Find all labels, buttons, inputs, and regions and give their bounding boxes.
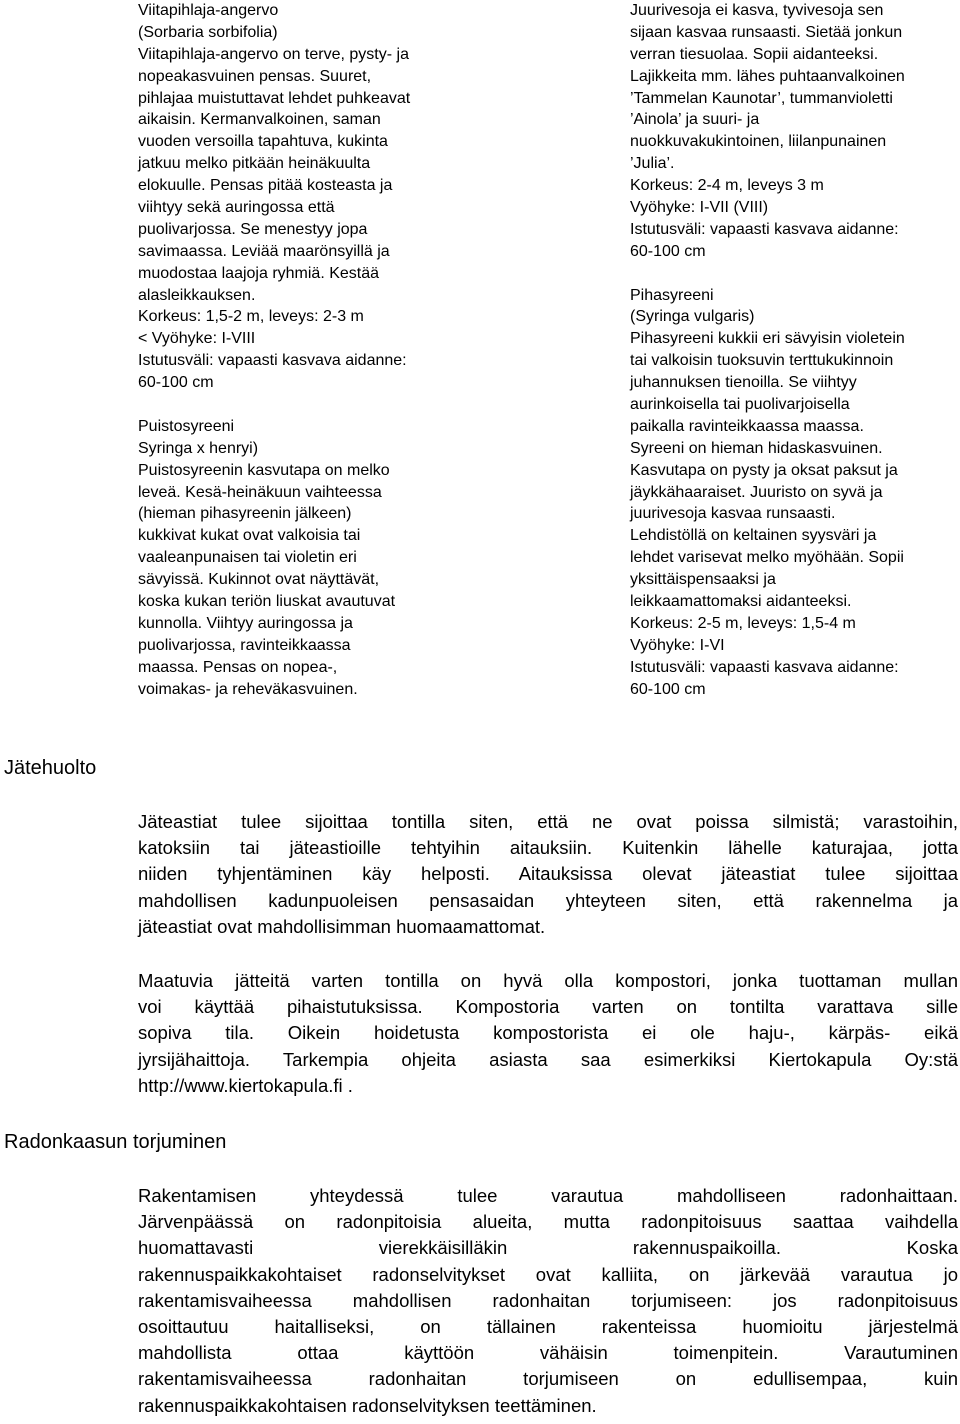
plant-left-line: Istutusväli: vapaasti kasvava aidanne:: [138, 352, 407, 370]
plant-left-line: sävyissä. Kukinnot ovat näyttävät,: [138, 571, 380, 589]
waste-paragraph-1-line: jäteastiat ovat mahdollisimman huomaamattomat.: [138, 915, 546, 937]
plant-left-line: Puistosyreeni: [138, 417, 235, 435]
plant-left-line: aikaisin. Kermanvalkoinen, saman: [138, 111, 381, 129]
radon-paragraph-1-line: rakentamisvaiheessa radonhaitan torjumiseen on edullisempaa, kuin: [138, 1368, 958, 1390]
plant-right-line: sijaan kasvaa runsaasti. Sietää jonkun: [630, 23, 903, 41]
plant-right-line: Lehdistöllä on keltainen syysväri ja: [630, 527, 877, 545]
plant-left-line: voimakas- ja reheväkasvuinen.: [138, 680, 358, 698]
plant-right-line: juhannuksen tienoilla. Se viihtyy: [630, 374, 857, 392]
plant-left-line: nopeakasvuinen pensas. Suuret,: [138, 67, 372, 85]
plant-right-line: leikkaamattomaksi aidanteeksi.: [630, 593, 852, 611]
plant-left-line: leveä. Kesä-heinäkuun vaihteessa: [138, 483, 382, 501]
plant-left-line: viihtyy sekä auringossa että: [138, 199, 335, 217]
waste-paragraph-2-line: jyrsijähaittoja. Tarkempia ohjeita asiasta saa esimerkiksi Kiertokapula Oy:stä: [138, 1048, 958, 1070]
section-heading-waste: Jätehuolto: [4, 757, 97, 779]
plant-right-line: juurivesoja kasvaa runsaasti.: [630, 505, 836, 523]
plant-right-line: ’Ainola’ ja suuri- ja: [630, 111, 760, 129]
plant-right-line: Kasvutapa on pysty ja oksat paksut ja: [630, 461, 898, 479]
plant-left-line: Viitapihlaja-angervo on terve, pysty- ja: [138, 45, 409, 63]
plant-left-line: vaaleanpunaisen tai violetin eri: [138, 549, 357, 567]
waste-paragraph-2: [138, 968, 958, 1099]
plant-right-line: Istutusväli: vapaasti kasvava aidanne:: [630, 658, 899, 676]
plant-right-line: Juurivesoja ei kasva, tyvivesoja sen: [630, 2, 884, 19]
waste-paragraph-1-line: katoksiin tai jäteastioille tehtyihin aitauksiin. Kuitenkin lähelle katurajaa, jotta: [138, 837, 958, 859]
waste-paragraph-1: [138, 809, 958, 940]
plant-right-line: nuokkuvakukintoinen, liilanpunainen: [630, 133, 887, 151]
radon-paragraph-1-line: rakentamisvaiheessa mahdollisen radonhaitan torjumiseen: jos radonpitoisuus: [138, 1289, 958, 1311]
plant-right-line: yksittäispensaaksi ja: [630, 571, 776, 589]
waste-paragraph-2-line: voi käyttää pihaistutuksissa. Kompostoria varten on tontilta varattava sille: [138, 996, 958, 1018]
plant-right-line: ’Julia’.: [630, 155, 675, 173]
plant-left-line: Viitapihlaja-angervo: [138, 2, 279, 19]
radon-paragraph-1-line: huomattavasti vierekkäisilläkin rakennuspaikoilla. Koska: [138, 1237, 958, 1259]
plant-right-line: verran tiesuolaa. Sopii aidanteeksi.: [630, 45, 879, 63]
plant-right-line: [630, 263, 905, 285]
plant-left-line: Syringa x henryi): [138, 439, 259, 457]
plant-right-line: aurinkoisella tai puolivarjoisella: [630, 396, 850, 414]
plant-right-line: Korkeus: 2-5 m, leveys: 1,5-4 m: [630, 614, 856, 632]
plant-left-line: alasleikkauksen.: [138, 286, 256, 304]
radon-paragraph-1-line: Rakentamisen yhteydessä tulee varautua mahdolliseen radonhaittaan.: [138, 1185, 958, 1206]
plant-right-line: jäykkähaaraiset. Juuristo on syvä ja: [630, 483, 883, 501]
plant-left-line: [138, 394, 410, 416]
plant-left-line: vuoden versoilla tapahtuva, kukinta: [138, 133, 388, 151]
plant-right-line: Vyöhyke: I-VII (VIII): [630, 199, 769, 217]
plant-left-line: jatkuu melko pitkään heinäkuulta: [138, 155, 371, 173]
plant-right-line: Syreeni on hieman hidaskasvuinen.: [630, 439, 883, 457]
plant-left-line: koska kukan teriön liuskat avautuvat: [138, 593, 396, 611]
waste-paragraph-2-line: Maatuvia jätteitä varten tontilla on hyvä olla kompostori, jonka tuottaman mullan: [138, 970, 958, 991]
plant-right-line: Pihasyreeni kukkii eri sävyisin violetein: [630, 330, 905, 348]
plant-right-line: 60-100 cm: [630, 680, 706, 698]
plant-left-line: pihlajaa muistuttavat lehdet puhkeavat: [138, 89, 411, 107]
plant-right-line: Istutusväli: vapaasti kasvava aidanne:: [630, 220, 899, 238]
plant-left-line: puolivarjossa, ravinteikkaassa: [138, 636, 351, 654]
plant-right-line: Korkeus: 2-4 m, leveys 3 m: [630, 177, 824, 195]
plant-right-line: lehdet varisevat melko myöhään. Sopii: [630, 549, 904, 567]
plant-left-line: puolivarjossa. Se menestyy jopa: [138, 220, 368, 238]
plant-left-line: savimaassa. Leviää maarönsyillä ja: [138, 242, 390, 260]
plant-right-line: paikalla ravinteikkaassa maassa.: [630, 417, 864, 435]
plant-right-line: Pihasyreeni: [630, 286, 714, 304]
plant-right-line: Vyöhyke: I-VI: [630, 636, 725, 654]
plant-left-line: muodostaa laajoja ryhmiä. Kestää: [138, 264, 380, 282]
waste-paragraph-1-line: niiden tyhjentäminen käy helposti. Aitauksissa olevat jäteastiat tulee sijoittaa: [138, 863, 958, 885]
radon-paragraph-1-line: Järvenpäässä on radonpitoisia alueita, mutta radonpitoisuus saattaa vaihdella: [138, 1211, 958, 1233]
radon-paragraph-1-line: rakennuspaikkakohtaiset radonselvitykset ovat kalliita, on järkevää varautua jo: [138, 1263, 958, 1285]
plant-left-line: kukkivat kukat ovat valkoisia tai: [138, 527, 361, 545]
plant-left-line: < Vyöhyke: I-VIII: [138, 330, 256, 348]
plant-left-line: elokuulle. Pensas pitää kosteasta ja: [138, 177, 393, 195]
plant-right-line: Lajikkeita mm. lähes puhtaanvalkoinen: [630, 67, 905, 85]
plant-left-line: maassa. Pensas on nopea-,: [138, 658, 338, 676]
plant-right-line: tai valkoisin tuoksuvin terttukukinnoin: [630, 352, 894, 370]
radon-paragraph-1-line: osoittautuu haitalliseksi, on tällainen rakenteissa huomioitu järjestelmä: [138, 1316, 958, 1338]
plant-left-line: (Sorbaria sorbifolia): [138, 23, 278, 41]
plant-left-line: 60-100 cm: [138, 374, 214, 392]
plant-right-line: (Syringa vulgaris): [630, 308, 755, 326]
plant-column-right: [630, 0, 905, 701]
plant-left-line: kunnolla. Viihtyy auringossa ja: [138, 614, 353, 632]
plant-left-line: Puistosyreenin kasvutapa on melko: [138, 461, 390, 479]
radon-paragraph-1-line: rakennuspaikkakohtaisen radonselvityksen teettäminen.: [138, 1394, 597, 1416]
radon-paragraph-1: [138, 1183, 958, 1419]
plant-left-line: (hieman pihasyreenin jälkeen): [138, 505, 352, 523]
waste-paragraph-1-line: Jäteastiat tulee sijoittaa tontilla siten, että ne ovat poissa silmistä; varastoihin,: [138, 811, 958, 832]
plant-right-line: 60-100 cm: [630, 242, 706, 260]
waste-paragraph-2-line: http://www.kiertokapula.fi .: [138, 1074, 353, 1096]
section-heading-radon: Radonkaasun torjuminen: [4, 1131, 227, 1153]
plant-left-line: Korkeus: 1,5-2 m, leveys: 2-3 m: [138, 308, 364, 326]
waste-paragraph-2-line: sopiva tila. Oikein hoidetusta kompostorista ei ole haju-, kärpäs- eikä: [138, 1022, 958, 1044]
radon-paragraph-1-line: mahdollista ottaa käyttöön vähäisin toimenpitein. Varautuminen: [138, 1342, 958, 1364]
plant-right-line: ’Tammelan Kaunotar’, tummanvioletti: [630, 89, 893, 107]
plant-column-left: [138, 0, 410, 701]
waste-paragraph-1-line: mahdollisen kadunpuoleisen pensasaidan yhteyteen siten, että rakennelma ja: [138, 889, 958, 911]
